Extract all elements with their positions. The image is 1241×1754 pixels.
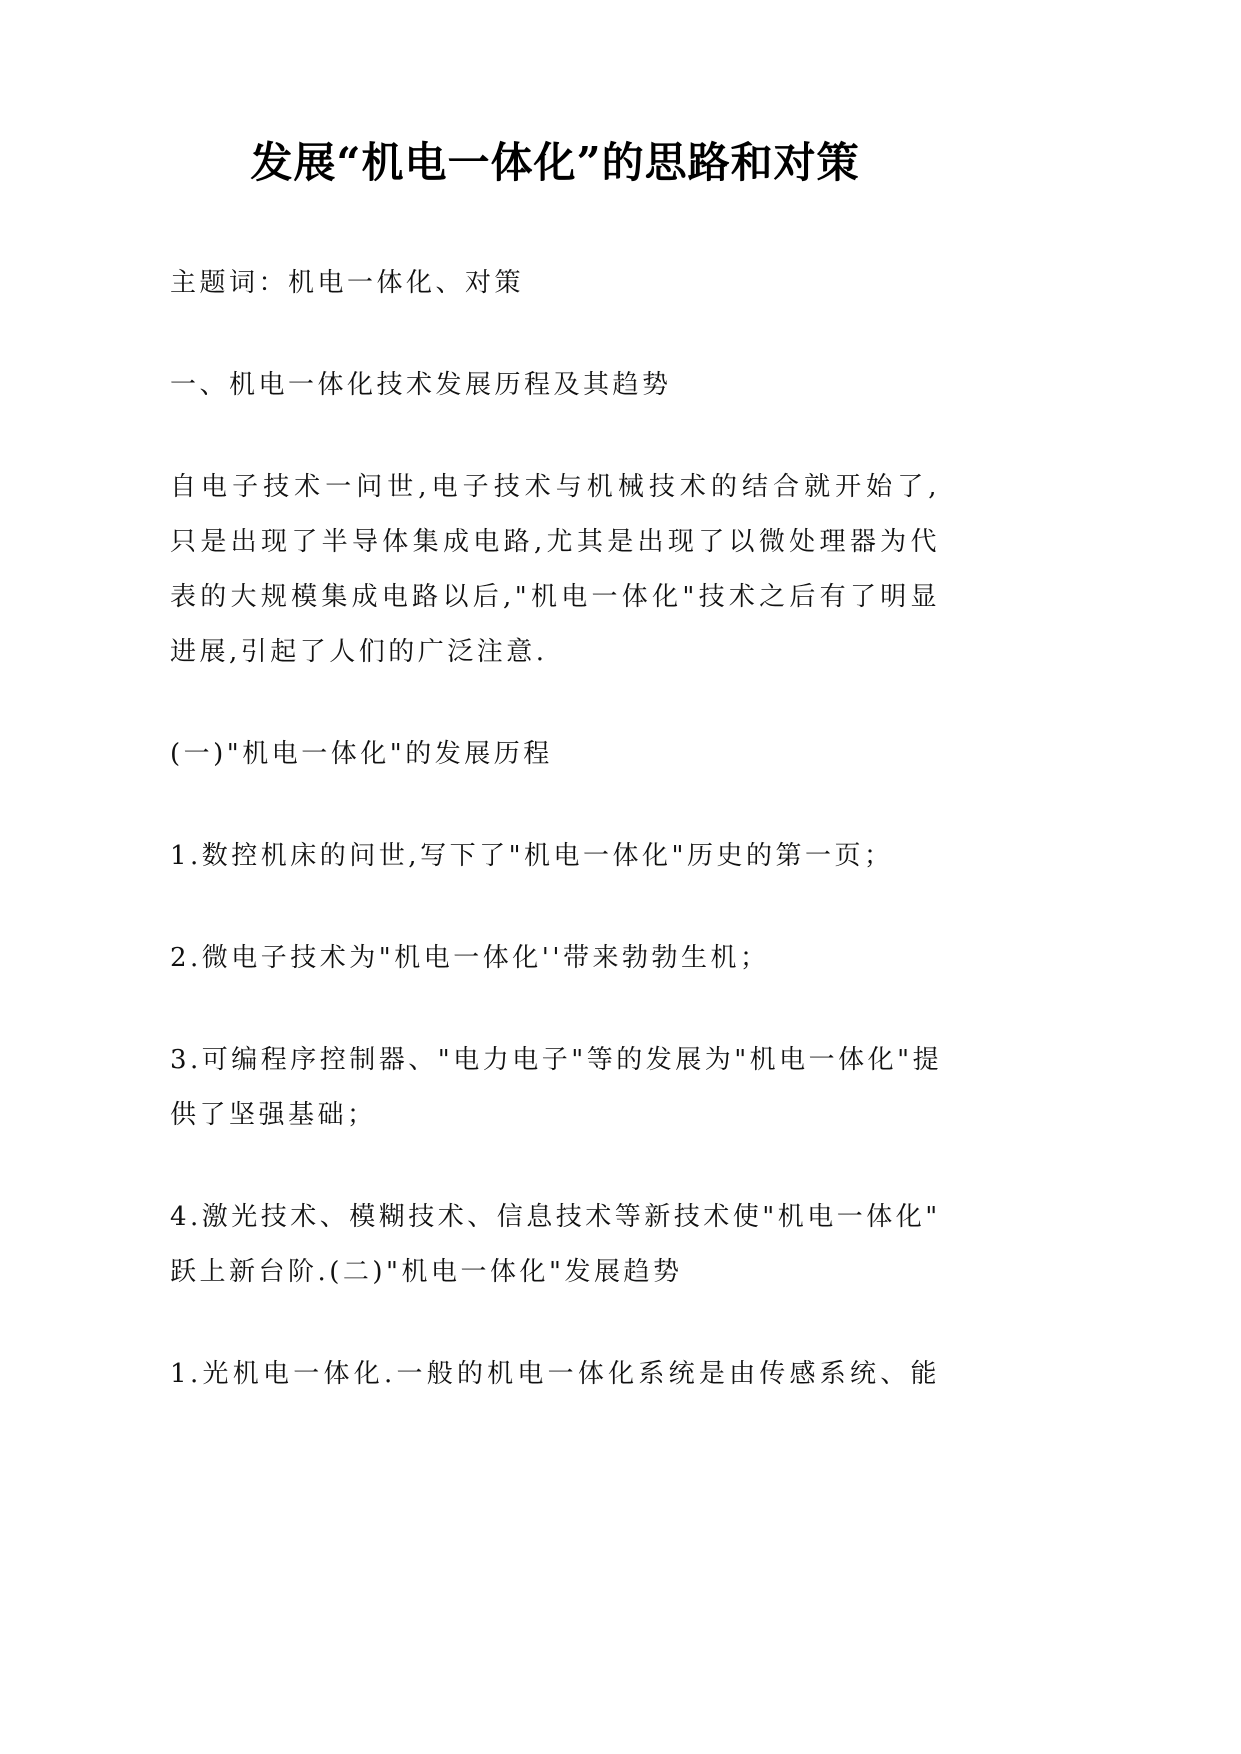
keywords-line: 主题词：机电一体化、对策 [170, 267, 525, 298]
section-heading-line: 一、机电一体化技术发展历程及其趋势 [170, 369, 672, 400]
list-item [170, 1033, 943, 1143]
list-item [170, 1347, 940, 1402]
section-heading [170, 358, 940, 413]
list-item [170, 1190, 940, 1300]
list-item-line: 3.可编程序控制器、"电力电子"等的发展为"机电一体化"提 [170, 1044, 943, 1075]
list-item-line: 跃上新台阶.(二)"机电一体化"发展趋势 [170, 1256, 683, 1287]
document-body [170, 133, 943, 1449]
list-item [170, 931, 940, 986]
paragraph-line: 进展,引起了人们的广泛注意. [170, 636, 548, 667]
subsection-heading [170, 727, 940, 782]
list-item-line: 1.光机电一体化.一般的机电一体化系统是由传感系统、能 [170, 1358, 940, 1389]
list-item-line: 4.激光技术、模糊技术、信息技术等新技术使"机电一体化" [170, 1201, 941, 1232]
subsection-heading-line: (一)"机电一体化"的发展历程 [170, 738, 553, 769]
document-title: 发展“机电一体化”的思路和对策 [250, 138, 860, 187]
keywords-paragraph [170, 256, 940, 311]
paragraph-line: 自电子技术一问世,电子技术与机械技术的结合就开始了, [170, 471, 940, 502]
body-paragraph [170, 460, 940, 680]
list-item-line: 1.数控机床的问世,写下了"机电一体化"历史的第一页； [170, 840, 894, 871]
list-item-line: 供了坚强基础； [170, 1099, 377, 1130]
list-item-line: 2.微电子技术为"机电一体化''带来勃勃生机； [170, 942, 770, 973]
list-item [170, 829, 940, 884]
paragraph-line: 表的大规模集成电路以后,"机电一体化"技术之后有了明显 [170, 581, 940, 612]
paragraph-line: 只是出现了半导体集成电路,尤其是出现了以微处理器为代 [170, 526, 940, 557]
